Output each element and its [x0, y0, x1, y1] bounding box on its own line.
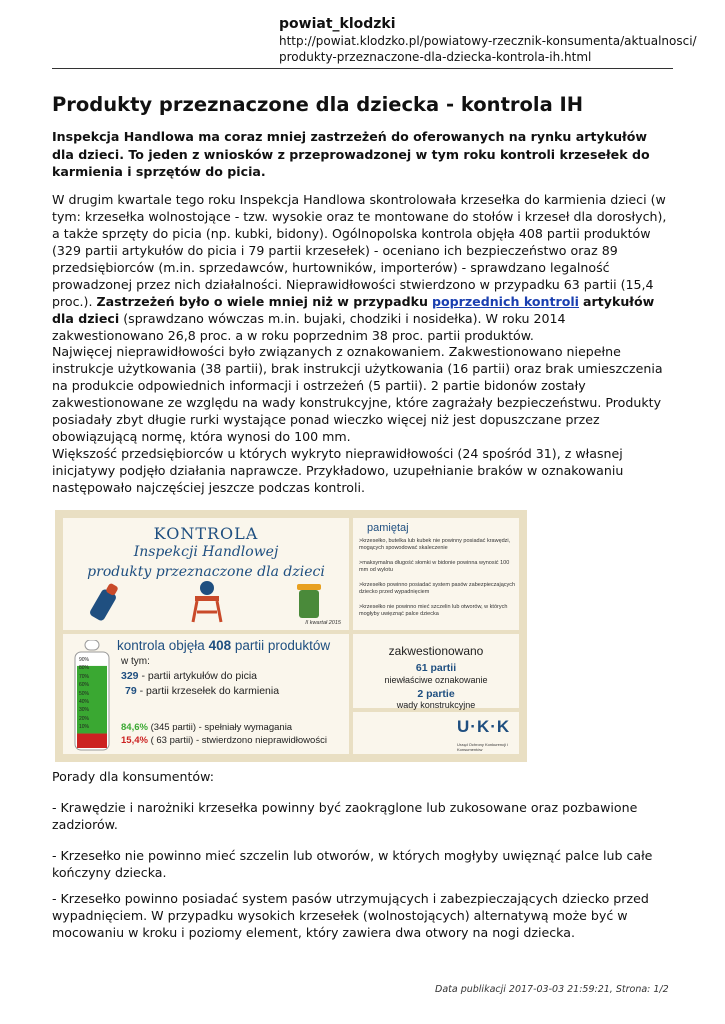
uokik-logo-caption: Urząd Ochrony Konkurencji i Konsumentów: [457, 742, 508, 752]
gauge-scale: [79, 656, 89, 732]
bad-percent: 15,4%: [121, 735, 148, 746]
p1-text-a: W drugim kwartale tego roku Inspekcja Handlowa skontrolowała krzesełka do karmienia dzieci (w tym: krzesełka wolnostojące - tzw. wysokie oraz te montowane do stołów i krzeseł dla dorosłych), a także sprzęty do picia (np. kubki, bidony). Ogólnopolska kontrola objęła 408 partii produktów (329 partii artykułów do picia i 79 partii krzesełek) - oceniano ich bezpieczeństwo oraz 89 przedsiębiorców (m.in. sprzedawców, hurtowników, importerów) - sprawdzano legalność prowadzonej przez nich działalności. Nieprawidłowości stwierdzono w przypadku 63 partii (15,4 proc.).: [52, 192, 667, 309]
remember-item: >krzesełko powinno posiadać system pasów zabezpieczających dziecko przed wypadnięciem: [359, 582, 516, 595]
control-results-panel: [63, 634, 349, 754]
control-w-tym: w tym:: [121, 656, 150, 667]
remember-item: >krzesełko, butelka lub kubek nie powinny posiadać krawędzi, mogących spowodować skaleczenie: [359, 538, 511, 551]
baby-bottle-icon: [81, 580, 125, 624]
high-chair-icon: [187, 578, 227, 624]
control-total-prefix: kontrola objęła: [117, 638, 205, 653]
questioned-construction-count: 2 partie: [417, 688, 455, 700]
p1-bold-2: artykułów dla dzieci: [52, 294, 655, 326]
logo-panel: [353, 712, 519, 754]
infographic-subtitle-2: produkty przeznaczone dla dzieci: [87, 564, 325, 580]
gauge-scale-label: 80%: [79, 665, 90, 672]
control-ok: [121, 722, 292, 733]
remember-item: >maksymalna długość słomki w bidonie powinna wynosić 100 mm od wylotu: [359, 560, 510, 573]
page-header: [279, 15, 699, 65]
header-divider: [52, 68, 673, 69]
chairs-label: - partii krzesełek do karmienia: [136, 685, 280, 697]
paragraph-1: [52, 191, 677, 344]
uokik-logo: U·K·K: [457, 717, 511, 736]
ok-percent: 84,6%: [121, 722, 148, 733]
control-total: [117, 638, 330, 653]
site-name: powiat_klodzki: [279, 16, 396, 32]
article-title: Produkty przeznaczone dla dziecka - kontrola IH: [52, 93, 584, 116]
control-total-suffix: partii produktów: [234, 638, 331, 653]
questioned-labeling-label: niewłaściwe oznakowanie: [384, 675, 488, 685]
control-bad: [121, 735, 327, 746]
tip-2: - Krzesełko nie powinno mieć szczelin lub otworów, w których mogłyby uwięznąć palce lub całe kończyny dziecka.: [52, 848, 653, 880]
chairs-count: 79: [125, 685, 137, 697]
remember-item: >krzesełko nie powinno mieć szczelin lub otworów, w których mogłyby uwięznąć palce dziecka: [359, 604, 508, 617]
infographic: [55, 510, 527, 762]
questioned-construction-label: wady konstrukcyjne: [396, 700, 476, 710]
remember-panel: [353, 518, 519, 630]
gauge-bad-fill: [77, 734, 107, 748]
gauge-scale-label: 90%: [79, 657, 90, 663]
bottle-gauge-icon: [71, 640, 113, 752]
ok-label: (345 partii) - spełniały wymagania: [147, 722, 293, 733]
paragraph-3: Większość przedsiębiorców u których wykryto nieprawidłowości (24 spośród 31), z własnej inicjatywy podjęło działania naprawcze. Przykładowo, uzupełnianie braków w oznakowaniu następowało najczęściej jeszcze podczas kontroli.: [52, 446, 624, 495]
publication-footer: Data publikacji 2017-03-03 21:59:21, Strona: 1/2: [435, 984, 669, 995]
paragraph-2: Najwięcej nieprawidłowości było związanych z oznakowaniem. Zakwestionowano niepełne instrukcje użytkowania (38 partii), brak instrukcji użytkowania (16 partii) oraz brak umieszczenia na produkcie odpowiednich informacji i ostrzeżeń (5 partii). 2 partie bidonów zostały zakwestionowane ze względu na wady konstrukcyjne, które zagrażały bezpieczeństwu. Produkty posiadały zbyt długie rurki wystające ponad wieczko więcej niż jest dopuszczane przez obowiązującą normę, która wynosi do 100 mm.: [52, 344, 663, 444]
bad-label: ( 63 partii) - stwierdzono nieprawidłowości: [147, 735, 327, 746]
infographic-subtitle-1: Inspekcji Handlowej: [133, 544, 279, 560]
previous-controls-link[interactable]: poprzednich kontroli: [431, 294, 579, 309]
tip-3: - Krzesełko powinno posiadać system pasów utrzymujących i zabezpieczających dziecko przed wypadnięciem. W przypadku wysokich krzesełek (wolnostojących) alternatywą może być w mocowaniu w kroku i poziomy element, który zawiera dwa otwory na nogi dziecka.: [52, 891, 649, 940]
infographic-title: KONTROLA: [153, 524, 259, 543]
article-lead: Inspekcja Handlowa ma coraz mniej zastrzeżeń do oferowanych na rynku artykułów dla dzieci. To jeden z wniosków z przeprowadzonej w tym roku kontroli krzesełek do karmienia i sprzętów do picia.: [52, 129, 650, 179]
control-drinks: [121, 670, 257, 682]
p1-bold-1: Zastrzeżeń było o wiele mniej niż w przypadku: [96, 294, 428, 309]
tip-1: - Krawędzie i narożniki krzesełka powinny być zaokrąglone lub zukosowane oraz pozbawione zadziorów.: [52, 800, 638, 832]
gauge-scale-label: 10%: [79, 724, 90, 731]
questioned-panel: [353, 634, 519, 708]
gauge-scale-label: 30%: [79, 707, 90, 714]
control-chairs: [125, 685, 279, 697]
gauge-scale-label: 70%: [79, 673, 90, 680]
infographic-title-panel: [63, 518, 349, 630]
tips-title: Porady dla konsumentów:: [52, 769, 214, 784]
p1-text-b: (sprawdzano wówczas m.in. bujaki, chodziki i nosidełka). W roku 2014 zakwestionowano 26,8 proc. a w roku poprzednim 38 proc. partii produktów.: [52, 311, 566, 343]
drinks-label: - partii artykułów do picia: [138, 670, 257, 682]
source-url[interactable]: http://powiat.klodzko.pl/powiatowy-rzecznik-konsumenta/aktualnosci/produkty-przeznaczone-dla-dziecka-kontrola-ih.html: [279, 34, 697, 64]
gauge-scale-label: 20%: [79, 715, 90, 722]
infographic-date: II kwartał 2015: [305, 620, 341, 626]
drinks-count: 329: [121, 670, 139, 682]
control-total-number: 408: [208, 638, 232, 653]
gauge-scale-label: 50%: [79, 690, 90, 697]
cup-icon: [289, 578, 329, 624]
questioned-labeling-count: 61 partii: [415, 662, 457, 674]
questioned-title: zakwestionowano: [388, 644, 484, 658]
remember-title: pamiętaj: [367, 522, 409, 534]
gauge-scale-label: 60%: [79, 682, 90, 689]
gauge-scale-label: 40%: [79, 699, 90, 706]
